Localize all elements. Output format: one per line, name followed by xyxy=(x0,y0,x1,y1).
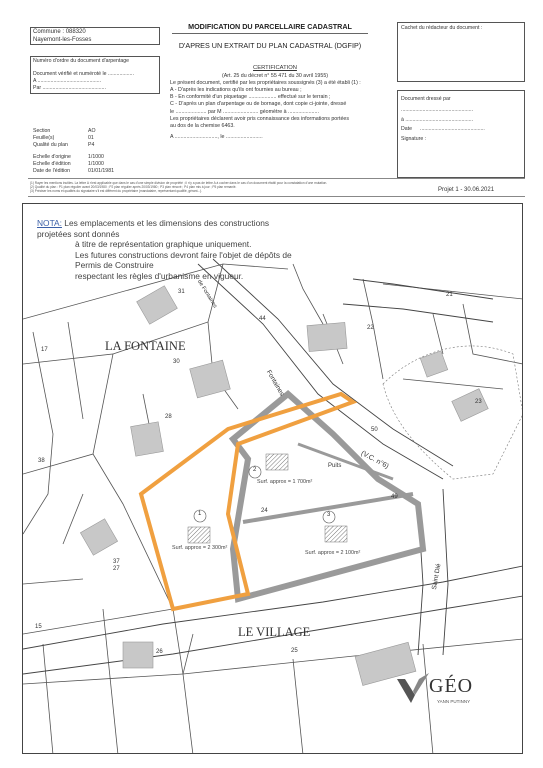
parcel-17: 17 xyxy=(41,347,48,353)
lot3-number: 3 xyxy=(327,512,331,518)
doc-par: Par ............................................ xyxy=(33,85,106,91)
signature-label: Signature : xyxy=(401,136,427,142)
road-vc6: (V.C. n°6) xyxy=(359,450,390,471)
footnotes xyxy=(30,181,370,193)
road-top: de Fontaines xyxy=(195,279,218,310)
parcel-22: 22 xyxy=(367,325,374,331)
project-ref: Projet 1 - 30.06.2021 xyxy=(438,187,495,193)
parcel-26: 26 xyxy=(156,649,163,655)
footnote-3: (3) Préciser les noms et qualités du signataire s'il est différent du propriétaire (mandataire, représentant qualifié, gérant...). xyxy=(30,189,203,193)
place-le-village: LE VILLAGE xyxy=(238,625,311,639)
dashed-vegetation xyxy=(383,346,523,479)
cert-intro: Le présent document, certifié par les propriétaires soussignés (3) a été établi (1) : xyxy=(170,79,361,86)
cert-d1: Les propriétaires déclarent avoir pris connaissance des informations portées xyxy=(170,115,350,122)
parcel-23: 23 xyxy=(475,399,482,405)
road-fontaines: Fontaines xyxy=(264,369,286,398)
footnote-2: (2) Qualité du plan : P1 plan régulier avant 20/03/1980 ; P2 plan régulier après 20/03/1980 ; P3 plan rénové ; P4 plan mis à jour ; P5 plan remanié. xyxy=(30,185,237,189)
footnote-1: (1) Rayer les mentions inutiles. La lettre A n'est applicable que dans le cas d'une simple division de propriété ; il n'y a pas de lettre A à cocher dans le cas d'un document établi pour la constatation d'une mutation. xyxy=(30,181,328,185)
lot1-area: Surf. approx = 2 300m² xyxy=(172,545,228,551)
doc-number: Numéro d'ordre du document d'arpentage xyxy=(33,58,129,64)
dresse-label: Document dressé par xyxy=(401,96,451,102)
cert-b: B - En conformité d'un piquetage ................... effectué sur le terrain ; xyxy=(170,94,331,101)
date-edition-label: Date de l'édition xyxy=(33,168,71,174)
echelle-origine-label: Echelle d'origine xyxy=(33,154,71,160)
note-line2: à titre de représentation graphique uniquement. xyxy=(75,239,252,250)
commune-code: 088320 xyxy=(65,29,86,35)
cachet-label: Cachet du rédacteur du document : xyxy=(401,25,483,31)
cert-place: A ............................., le ......................... xyxy=(170,133,263,140)
section-value: AO xyxy=(88,128,96,134)
certification-block xyxy=(170,65,380,141)
road-saint-die: Saint Dié xyxy=(431,563,443,591)
qualite-value: P4 xyxy=(88,142,95,148)
parcel-15: 15 xyxy=(35,624,42,630)
commune-label: Commune : 088320 xyxy=(33,29,86,35)
cadastral-map xyxy=(22,203,523,754)
lot3-area: Surf. approx = 2 100m² xyxy=(305,550,361,556)
parcel-44: 44 xyxy=(259,316,266,322)
parcel-50: 50 xyxy=(371,427,378,433)
section-label: Section xyxy=(33,128,51,134)
lot2-number: 2 xyxy=(253,467,257,473)
geo-logo xyxy=(395,669,505,719)
header-title xyxy=(170,22,370,51)
dresse-box xyxy=(397,90,525,178)
echelle-origine-value: 1/1000 xyxy=(88,154,104,160)
note-line4: respectant les règles d'urbanisme en vigueur. xyxy=(75,270,244,281)
logo-text: GÉO xyxy=(429,675,474,697)
note-box xyxy=(37,218,305,281)
cert-title: CERTIFICATION xyxy=(253,65,297,71)
lot2-area: Surf. approx = 1 700m² xyxy=(257,479,313,485)
parcel-37: 37 xyxy=(113,559,120,565)
date-label: Date xyxy=(401,126,412,132)
parcel-31: 31 xyxy=(178,289,185,295)
lot1-number: 1 xyxy=(198,511,202,517)
doc-verified: Document vérifié et numéroté le .................. xyxy=(33,71,134,77)
a-line: à ............................................... xyxy=(401,117,474,123)
place-la-fontaine: LA FONTAINE xyxy=(105,339,186,353)
note-line3: Les futures constructions devront faire l'objet de dépôts de Permis de Construire xyxy=(75,249,292,271)
parcel-28: 28 xyxy=(165,414,172,420)
qualite-label: Qualité du plan xyxy=(33,142,68,148)
logo-tagline: YANN PUTINNY xyxy=(437,699,471,704)
title-line1: MODIFICATION DU PARCELLAIRE CADASTRAL xyxy=(188,22,352,31)
date-line: ............................................. xyxy=(420,126,485,132)
proposed-house-lot1 xyxy=(188,527,210,543)
dresse-line: .................................................. xyxy=(401,107,474,113)
note-line1: Les emplacements et les dimensions des constructions projetées sont donnés xyxy=(37,218,270,239)
parcel-21: 21 xyxy=(446,292,453,298)
date-edition-value: 01/01/1981 xyxy=(88,168,114,174)
doc-a: A ............................................ xyxy=(33,78,102,84)
commune-name: Nayemont-les-Fosses xyxy=(33,37,92,43)
parcel-30: 30 xyxy=(173,359,180,365)
puits-label: Puits xyxy=(328,463,342,469)
cert-d2: au dos de la chemise 6463. xyxy=(170,122,235,129)
echelle-edition-label: Echelle d'édition xyxy=(33,161,71,167)
parcel-27: 27 xyxy=(113,566,120,572)
title-line2: D'APRES UN EXTRAIT DU PLAN CADASTRAL (DGFIP) xyxy=(178,41,362,51)
parcel-38: 38 xyxy=(38,458,45,464)
note-label: NOTA: xyxy=(37,218,62,228)
feuille-label: Feuille(s) xyxy=(33,135,55,141)
feuille-value: 01 xyxy=(88,135,94,141)
proposed-house-lot2 xyxy=(266,454,288,470)
echelle-edition-value: 1/1000 xyxy=(88,161,104,167)
cert-a: A - D'après les indications qu'ils ont fournies au bureau ; xyxy=(170,87,302,94)
proposed-house-lot3 xyxy=(325,526,347,542)
cert-c2: le ..................... par M ........................ géomètre à ..................... xyxy=(170,108,319,115)
parcel-25: 25 xyxy=(291,648,298,654)
cert-c1: C - D'après un plan d'arpentage ou de bornage, dont copie ci-jointe, dressé xyxy=(170,101,347,108)
parcel-49: 49 xyxy=(391,494,398,500)
cert-ref: (Art. 25 du décret n° 55 471 du 30 avril 1955) xyxy=(221,72,329,79)
parcel-24: 24 xyxy=(261,508,268,514)
